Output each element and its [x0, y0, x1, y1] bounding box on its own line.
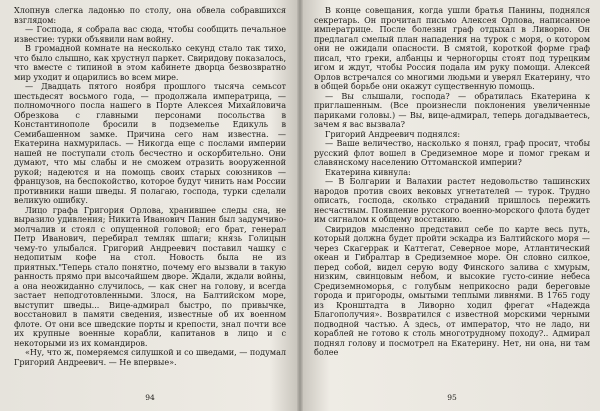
paragraph: В громадной комнате на несколько секунд стало так тихо, что было слышно, как хрустнул паркет. Свиридову показалось, что вместе с типиной в этом кабинете дворца безвозвратно мир уходит и оцарились во всем мире. — [14, 43, 286, 82]
paragraph: — Двадцать пятого ноября прошлого тысяча семьсот шестьдесят восьмого года, — продолжала императрица, — полномочного посла нашего в Порте Алексея Михайловича Обрезкова с главными персонами посольства в Константинополе бросили в подземелье Едикуль в Семибашенном замке. Причина сего нам известна. — Екатерина нахмурилась. — Никогда еще с послами империи нашей не поступали столь бесчестно и оскорбительно. Они думают, что мы слабы и не сможем отразить вооруженной рукой; надеются и на помощь своих старых союзников — французов, на беспокойство, которое будут чинить нам России противники наши шведы. Я полагаю, господа, турки сделали великую ошибку. — [14, 81, 286, 205]
paragraph: — Ваше величество, насколько я понял, граф просит, чтобы русский флот вошел в Средиземное море и помог грекам и славянскому населению Оттоманской империи? — [314, 138, 590, 167]
page-number: 94 — [145, 393, 155, 402]
paragraph: Хлопнув слегка ладонью по столу, она обвела собравшихся взглядом: — [14, 6, 286, 25]
book-gutter — [297, 0, 303, 411]
paragraph: Лицо графа Григория Орлова, хранившее следы сна, не выразило удивления; Никита Иванович Панин был задумчиво-молчалив и стоял с опущенной головой; его брат, генерал Петр Иванович, перебирал темляк шпаги; князь Голицын чему-то улыбался. Григорий Андреевич поставил чашку с недопитым кофе на стол. Новость была не из приятных."Теперь стало понятно, почему его вызвали в такую ранность прямо при высочайшем дворе. Ждали, ждали войны, а она неожиданно случилось, — как снег на голову, и всегда застает неподготовленными. Злося, на Балтийском море, выступит шведы... Вице-адмирал быстро, по привычке, восстановил в памяти сведения, известные об их военном флоте. От они все шведские порты и крепости, знал почти все их крупные военные корабли, капитанов в лицо и с некоторыми из их командиров. — [14, 204, 286, 348]
page-number: 95 — [447, 393, 457, 402]
paragraph: «Ну, что ж, померяемся силушкой и со шведами, — подумал Григорий Андреевич. — Не впервые». — [14, 347, 286, 367]
left-page — [14, 6, 286, 404]
paragraph: Свиридов мысленно представил себе по карте весь путь, который должна будет пройти эскадра из Балтийского моря — через Скагеррак и Каттегат, Северное море, Атлантический океан и Гибралтар в Средиземное море. Он словно силкое, перед собой, видел серую воду Финского залива с хмурым, низким, свинцовым небом, и высокие густо-синие небеса Средиземноморья, с голубым неприкосно ради береговые города и пригороды, омытыми теплыми ливнями. В 1765 году из Кронштадта в Ливорно ходил фрегат «Надежда Благополучия». Возвратился с известной морскими черными подводной частью. А здесь, от император, что не ладо, ни кораблей не готово к столь многотрудному походу?.. Адмирал поднял голову и посмотрел на Екатерину. Нет, ни она, ни там более — [314, 223, 590, 357]
paragraph: Григорий Андреевич поднялся: — [325, 128, 461, 139]
paragraph: — Вы слышали, господа? — обратилась Екатерина к приглашенным. (Все произнесли поклонения увеличенные париками головы.) — Вы, вице-адмирал, теперь догадываетесь, зачем я вас вызвала? — [314, 90, 590, 129]
paragraph: — В Болгарии и Валахии растет недовольство ташинских народов против своих вековых угнетателей — турок. Трудно описать, господа, сколько страданий пришлось пережить несчастным. Появление русского военно-морского флота будет им сигналом к общему восстанию. — [314, 176, 590, 224]
right-page-text — [314, 6, 590, 358]
paragraph: В конце совещания, когда ушли братья Панины, поднялся секретарь. Он прочитал письмо Алексея Орлова, написанное императрице. После болезни граф отдыхал в Ливорно. Он предлагал смелый план нападения на турок с моря, о котором они не ожидали опасности. В смятой, короткой форме граф писал, что греки, албанцы и черногорцы стоят под турецким игом и ждут, чтобы Россия подала им руку помощи. Алексей Орлов встречался со многими людьми и уверял Екатерину, что в общей борьбе они окажут существенную помощь. — [314, 6, 590, 91]
paragraph: — Господа, я собрала вас сюда, чтобы сообщить печальное известие: турки объявили нам войну. — [14, 24, 286, 44]
paragraph: Екатерина кивнула: — [325, 166, 411, 177]
right-page — [314, 6, 590, 404]
left-page-text — [14, 6, 286, 367]
